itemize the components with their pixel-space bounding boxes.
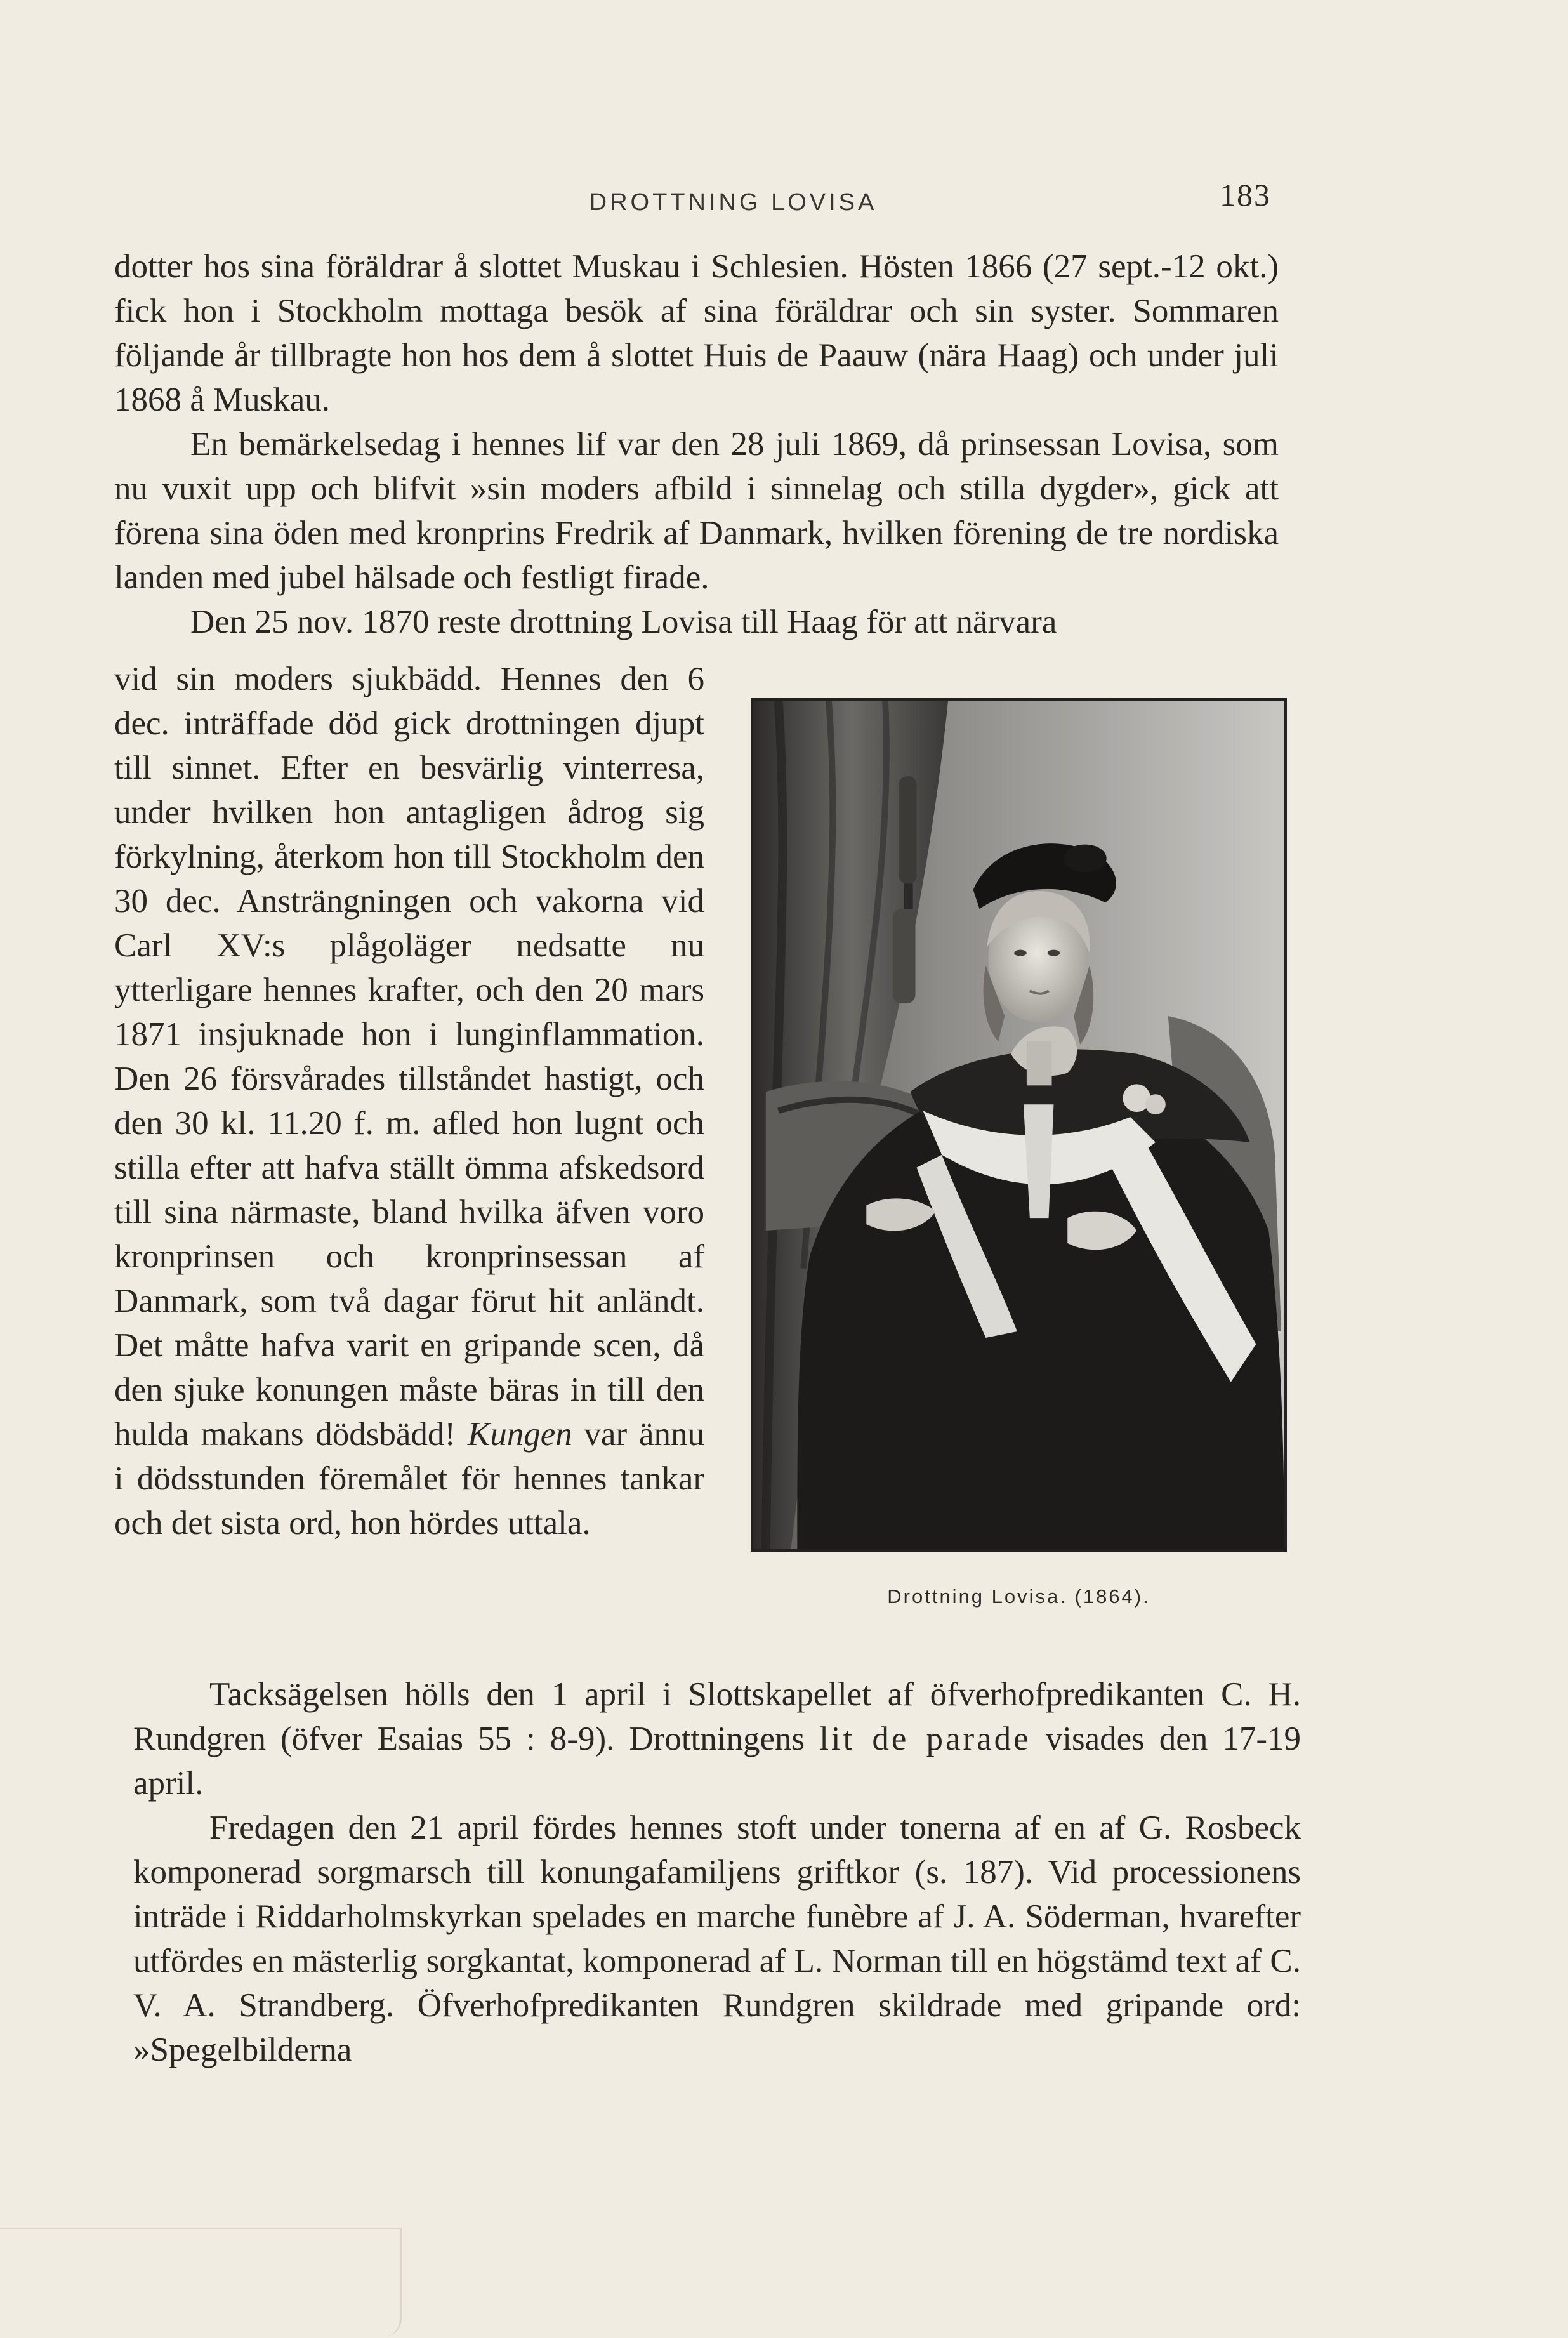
paragraph-3-text: vid sin moders sjukbädd. Hennes den 6 dec. inträffade död gick drottningen djupt till sinnet. Efter en besvärlig vinterresa, under hvilken hon antagligen ådrog sig förkylning, återkom hon till Stockholm den 30 dec. Ansträngningen och vakorna vid Carl XV:s plågoläger nedsatte nu ytterligare hennes krafter, och den 20 mars 1871 insjuknade hon i lunginflammation. Den 26 försvårades tillståndet hastigt, och den 30 kl. 11.20 f. m. afled hon lugnt och stilla efter att hafva ställt ömma afskedsord till sina närmaste, bland hvilka äfven voro kronprinsen och kronprinsessan af Danmark, som två dagar förut hit anländt. Det måtte hafva varit en gripande scen, då den sjuke konungen måste bäras in till den hulda makans dödsbädd!	[114, 661, 704, 1453]
page-number: 183	[1220, 177, 1271, 213]
paragraph-2: En bemärkelsedag i hennes lif var den 28 juli 1869, då prinsessan Lovisa, som nu vuxit upp och blifvit »sin moders afbild i sinnelag och stilla dygder», gick att förena sina öden med kronprins Fredrik af Danmark, hvilken förening de tre nordiska landen med jubel hälsade och festligt firade.	[114, 426, 1279, 596]
portrait-illustration	[753, 701, 1284, 1549]
paragraph-1: dotter hos sina föräldrar å slottet Muskau i Schlesien. Hösten 1866 (27 sept.-12 okt.) fick hon i Stockholm mottaga besök af sina föräldrar och sin syster. Sommaren följande år tillbragte hon hos dem å slottet Huis de Paauw (nära Haag) och under juli 1868 å Muskau.	[114, 248, 1279, 418]
portrait-photo	[751, 698, 1287, 1552]
wrapped-text-block	[114, 657, 704, 1545]
photo-caption: Drottning Lovisa. (1864).	[887, 1585, 1150, 1608]
italic-word: Kungen	[467, 1416, 572, 1453]
page-corner-shadow	[0, 2228, 402, 2337]
bottom-text-block	[133, 1672, 1301, 2072]
running-header	[0, 189, 1568, 216]
paragraph-3-continued	[114, 657, 704, 1545]
header-title: DROTTNING LOVISA	[589, 189, 878, 216]
paragraph-4-text: Tacksägelsen hölls den 1 april i Slottskapellet af öfverhofpredikanten C. H. Rundgren (öfver Esaias 55 : 8-9). Drottningens	[133, 1676, 1301, 1757]
top-text-block	[114, 244, 1279, 644]
paragraph-4	[133, 1672, 1301, 1806]
paragraph-5: Fredagen den 21 april fördes hennes stoft under tonerna af en af G. Rosbeck komponerad sorgmarsch till konungafamiljens griftkor (s. 187). Vid processionens inträde i Riddarholmskyrkan spelades en marche funèbre af J. A. Söderman, hvarefter utfördes en mästerlig sorgkantat, komponerad af L. Norman till en högstämd text af C. V. A. Strandberg. Öfverhofpredikanten Rundgren skildrade med gripande ord: »Spegelbilderna	[133, 1809, 1301, 2068]
paragraph-3-start: Den 25 nov. 1870 reste drottning Lovisa till Haag för att närvara	[190, 604, 1057, 640]
paragraph-3-end: var ännu i dödsstunden föremålet för hennes tankar och det sista ord, hon hördes uttala.	[114, 1416, 705, 1542]
paragraph-4-end: visades den 17-19 april.	[133, 1720, 1301, 1802]
letterspaced-phrase: lit de parade	[819, 1720, 1031, 1757]
